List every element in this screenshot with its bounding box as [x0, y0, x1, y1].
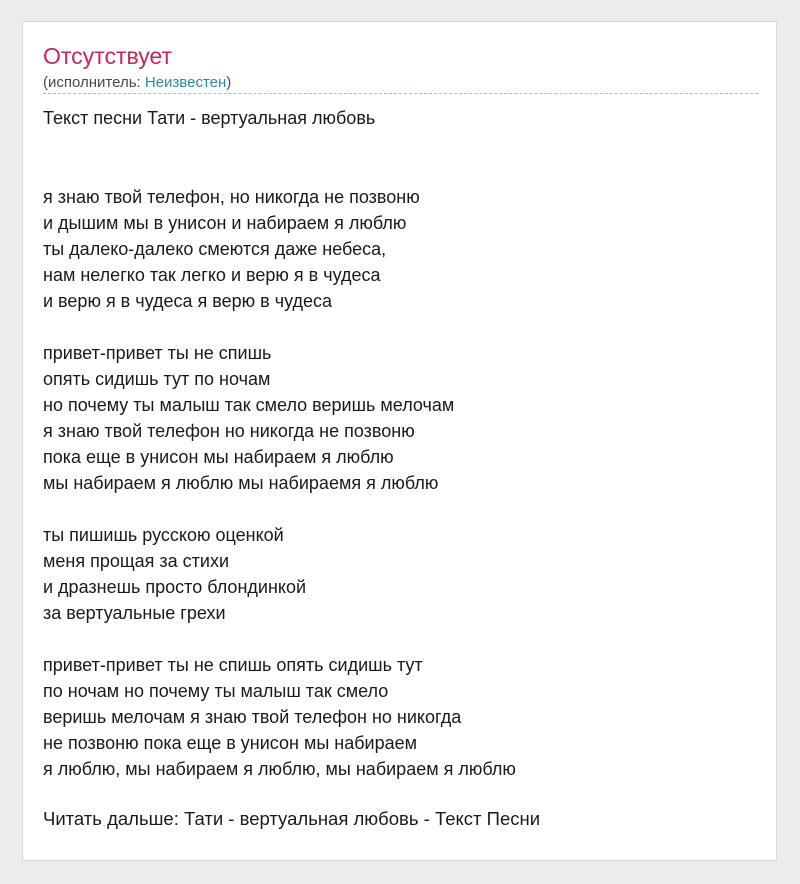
lyric-line: опять сидишь тут по ночам: [43, 369, 271, 389]
lyric-line: мы набираем я люблю мы набираемя я люблю: [43, 473, 439, 493]
read-more-link[interactable]: Читать дальше: Тати - вертуальная любовь - Текст Песни: [43, 808, 541, 829]
stanza: [43, 340, 516, 496]
lyric-line: но почему ты малыш так смело веришь мелочам: [43, 395, 455, 415]
lyrics-body: [43, 184, 516, 808]
lyric-line: привет-привет ты не спишь: [43, 343, 272, 363]
byline-prefix: (исполнитель:: [43, 74, 145, 91]
lyric-line: ты пишишь русскою оценкой: [43, 525, 284, 545]
artist-link[interactable]: Неизвестен: [144, 74, 227, 91]
stanza: [43, 184, 516, 314]
lyric-line: и дышим мы в унисон и набираем я люблю: [43, 213, 407, 233]
lyric-line: нам нелегко так легко и верю я в чудеса: [43, 265, 381, 285]
lyric-line: и верю я в чудеса я верю в чудеса: [43, 291, 333, 311]
lyric-line: за вертуальные грехи: [43, 603, 226, 623]
lyric-line: веришь мелочам я знаю твой телефон но никогда: [43, 707, 462, 727]
lyric-line: я знаю твой телефон но никогда не позвоню: [43, 421, 415, 441]
artist-byline: [43, 73, 231, 93]
byline-suffix: ): [226, 74, 232, 91]
lyric-line: я знаю твой телефон, но никогда не позвоню: [43, 187, 420, 207]
lyric-line: пока еще в унисон мы набираем я люблю: [43, 447, 394, 467]
header-divider: [43, 93, 758, 94]
lyric-line: меня прощая за стихи: [43, 551, 230, 571]
stanza: [43, 522, 516, 626]
song-heading: Текст песни Тати - вертуальная любовь: [43, 108, 376, 128]
lyric-line: ты далеко-далеко смеются даже небеса,: [43, 239, 387, 259]
lyric-line: я люблю, мы набираем я люблю, мы набираем я люблю: [43, 759, 516, 779]
lyrics-card: [22, 21, 777, 861]
lyric-line: по ночам но почему ты малыш так смело: [43, 681, 389, 701]
lyric-line: не позвоню пока еще в унисон мы набираем: [43, 733, 417, 753]
page-title: Отсутствует: [43, 43, 172, 69]
lyric-line: и дразнешь просто блондинкой: [43, 577, 307, 597]
stanza: [43, 652, 516, 782]
lyric-line: привет-привет ты не спишь опять сидишь тут: [43, 655, 423, 675]
